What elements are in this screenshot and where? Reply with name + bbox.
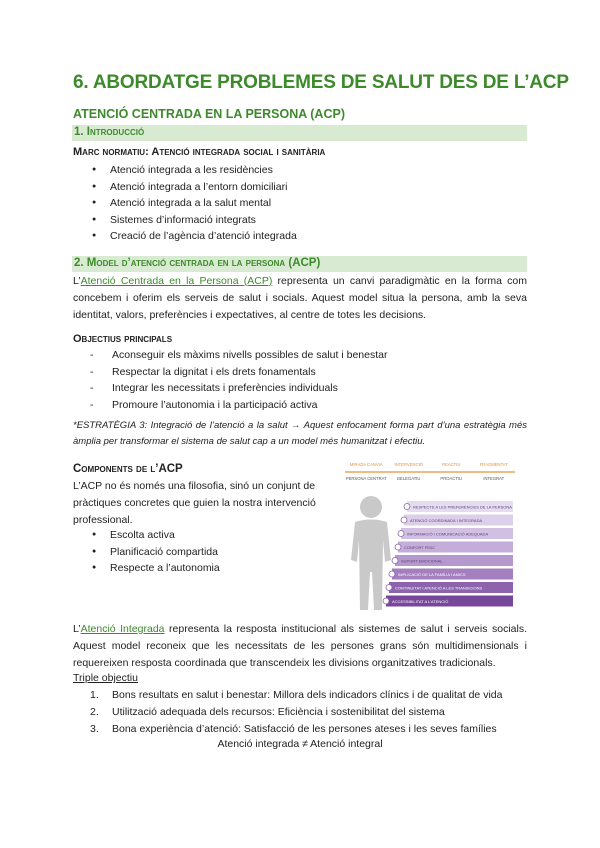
normative-list — [92, 162, 297, 245]
person-icon — [351, 496, 391, 610]
figure-steps — [383, 501, 513, 607]
list-item: - Integrar les necessitats i preferències individuals — [90, 380, 387, 397]
item-number: 2. — [90, 706, 99, 718]
figure-step-label: CONTINUITAT I ATENCIÓ A LES TRANSICIONS — [395, 585, 483, 591]
integrated-footer: Atenció integrada ≠ Atenció integral — [217, 738, 383, 750]
components-paragraph: L’ACP no és només una filosofia, sinó un conjunt de pràctiques concretes que guien la nostra intervenció professional. — [73, 480, 316, 526]
section-1-header — [72, 125, 527, 141]
figure-bottom-label: DELEGATIU — [397, 476, 421, 481]
section-2-title: 2. Model d’atenció centrada en la persona (ACP) — [74, 257, 321, 269]
para-body: representa un canvi paradigmàtic en la forma com concebem i oferim els serveis de salut i socials. Aquest model situa la persona, amb la seva identitat, valors, preferències i expectatives, al centre de totes les decisions. — [73, 275, 527, 321]
normative-subheading: Marc normatiu: Atenció integrada social i sanitària — [73, 146, 326, 158]
figure-top-label: REACTIU — [442, 462, 461, 467]
acp-link[interactable]: Atenció Centrada en la Persona (ACP) — [80, 275, 273, 287]
section-2-header — [72, 256, 527, 272]
list-item: ● Respecte a l’autonomia — [92, 560, 220, 577]
triple-list — [90, 687, 502, 738]
figure-bottom-labels — [346, 476, 505, 481]
figure-step-label: CONFORT FÍSIC — [404, 545, 435, 550]
page-title: 6. ABORDATGE PROBLEMES DE SALUT DES DE L’ACP — [73, 72, 569, 93]
list-item: ● Atenció integrada a la salut mental — [92, 195, 297, 212]
strategy-note: *ESTRATÈGIA 3: Integració de l’atenció a la salut → Aquest enfocament forma part d’una estratègia més àmplia per transformar el sistema de salut cap a un model més humanitzat i efectiu. — [73, 420, 527, 447]
figure-bottom-label: PERSONA CENTRAT — [345, 476, 387, 481]
list-item: ● Creació de l’agència d’atenció integrada — [92, 228, 297, 245]
list-item: ● Escolta activa — [92, 527, 220, 544]
item-text: Bons resultats en salut i benestar: Millora dels indicadors clínics i de qualitat de vida — [112, 689, 503, 701]
integrated-link[interactable]: Atenció Integrada — [80, 623, 165, 635]
figure-step-marker — [395, 544, 401, 550]
figure-step-marker — [389, 571, 395, 577]
para-prefix: L’ — [73, 275, 81, 287]
figure-top-label: MIRADA CANVIA — [349, 462, 383, 467]
objectives-heading: Objectius principals — [73, 333, 173, 345]
integrated-paragraph — [73, 621, 527, 672]
item-number: 1. — [90, 689, 99, 701]
list-item: - Aconseguir els màxims nivells possibles de salut i benestar — [90, 347, 387, 364]
para-body: representa la resposta institucional als sistemes de salut i serveis socials. Aquest model reconeix que les necessitats de les persones grans són multidimensionals i requereixen resposta coordinada que transcendeix les divisions organitzatives tradicionals. — [73, 623, 528, 669]
objectives-list — [90, 347, 387, 413]
figure-step-label: SUPORT EMOCIONAL — [401, 558, 443, 564]
item-text: Bona experiència d’atenció: Satisfacció de les persones ateses i les seves famílies — [112, 723, 497, 735]
list-item — [90, 704, 502, 721]
figure-top-labels — [345, 462, 515, 472]
acp-components-figure — [345, 460, 515, 615]
figure-step-label: INFORMACIÓ I COMUNICACIÓ ADEQUADA — [407, 531, 489, 537]
acp-paragraph — [73, 273, 527, 324]
figure-step-label: RESPECTE A LES PREFERÈNCIES DE LA PERSONA — [413, 504, 512, 510]
triple-heading: Triple objectiu — [73, 672, 138, 684]
figure-top-label: FRAGMENTAT — [479, 462, 508, 467]
figure-top-label: INTERVENCIÓ — [394, 462, 424, 467]
figure-step-marker — [401, 517, 407, 523]
list-item: ● Atenció integrada a l’entorn domiciliari — [92, 179, 297, 196]
list-item — [90, 687, 502, 704]
section-1-title: 1. Introducció — [74, 126, 145, 138]
figure-step-marker — [404, 504, 410, 510]
figure-step-label: IMPLICACIÓ DE LA FAMÍLIA I AMICS — [398, 572, 466, 577]
figure-bottom-label: INTEGRAT — [483, 476, 505, 481]
figure-bottom-label: PROACTIU — [440, 476, 463, 481]
item-number: 3. — [90, 723, 99, 735]
figure-step-label: ATENCIÓ COORDINADA I INTEGRADA — [410, 518, 483, 523]
list-item: - Promoure l’autonomia i la participació activa — [90, 397, 387, 414]
list-item: ● Atenció integrada a les residències — [92, 162, 297, 179]
list-item: ● Planificació compartida — [92, 544, 220, 561]
item-text: Utilització adequada dels recursos: Eficiència i sostenibilitat del sistema — [112, 706, 445, 718]
components-list — [92, 527, 220, 577]
figure-step-marker — [392, 558, 398, 564]
figure-step-marker — [383, 598, 389, 604]
list-item: - Respectar la dignitat i els drets fonamentals — [90, 364, 387, 381]
para-prefix: L’ — [73, 623, 81, 635]
figure-step-marker — [386, 585, 392, 591]
list-item — [90, 721, 502, 738]
figure-step-label: ACCESSIBILITAT A L’ATENCIÓ — [392, 599, 449, 604]
components-heading: Components de l’ACP — [73, 463, 183, 475]
figure-step-marker — [398, 531, 404, 537]
page-subtitle: ATENCIÓ CENTRADA EN LA PERSONA (ACP) — [73, 107, 345, 121]
list-item: ● Sistemes d’informació integrats — [92, 212, 297, 229]
